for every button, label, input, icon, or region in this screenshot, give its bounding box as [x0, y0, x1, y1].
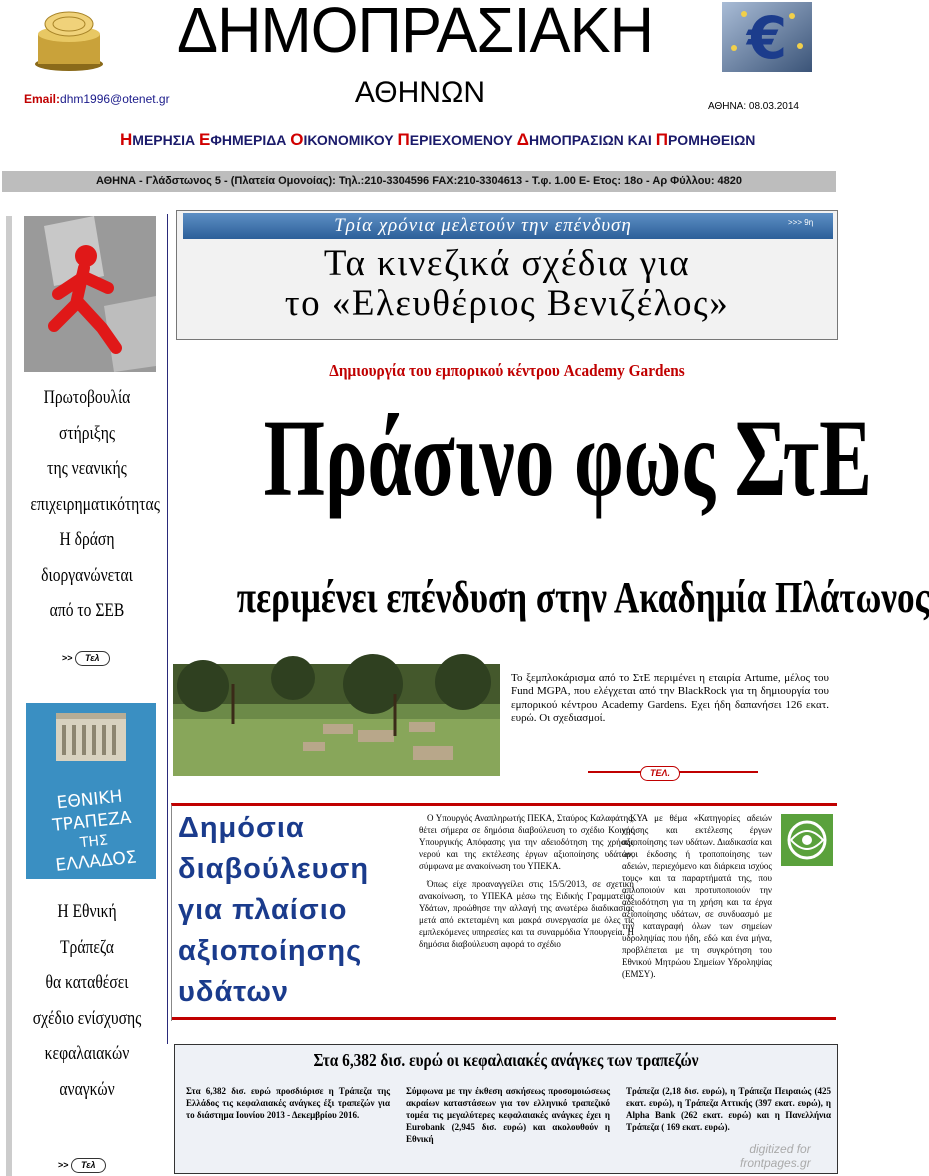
sidebar-more-link-1[interactable] — [62, 651, 110, 666]
sidebar-story-line: από το ΣΕΒ — [49, 600, 125, 621]
tagline-capital: Π — [655, 130, 668, 149]
main-subheadline: περιμένει επένδυση στην Ακαδημία Πλάτωνος — [236, 573, 929, 622]
left-margin-rule — [6, 216, 12, 1176]
water-headline-line: διαβούλευση — [178, 853, 370, 885]
bank-capital-headline[interactable]: Στα 6,382 δισ. ευρώ οι κεφαλαιακές ανάγκες των τραπεζών — [313, 1050, 699, 1070]
banner-page-ref[interactable]: >>> 9η — [788, 218, 814, 227]
sidebar-story-line: στήριξης — [58, 422, 116, 444]
sidebar-story-line: θα καταθέσει — [45, 972, 129, 993]
water-story-bottom-rule — [172, 1017, 836, 1020]
more-arrows: >> — [62, 653, 73, 663]
sidebar-story-line: αναγκών — [59, 1078, 115, 1100]
tagline-capital: Ο — [290, 130, 304, 149]
info-bar: ΑΘΗΝΑ - Γλάδστωνος 5 - (Πλατεία Ομονοίας): Τηλ.:210-3304596 FAX:210-3304613 - Τ.φ. 1.00 Ε- Ετος: 18ο - Αρ Φύλλου: 4820 — [2, 171, 836, 192]
banner-headline-line-2: το «Ελευθέριος Βενιζέλος» — [284, 283, 730, 324]
water-paragraph-2: Όπως είχε προαναγγείλει στις 15/5/2013, σε σχετική ανακοίνωση, το ΥΠΕΚΑ μέσω της Ειδικής Γραμματείας Υδάτων, προώθησε την αλλαγή της ανωτέρω διαδικασίας μετά από εκτεταμένη και μακρά συνεργασία με όλες τις εμπλεκόμενες υπηρεσίες και τα συναρμόδια Υπουργεία. Η δημόσια διαβούλευση αφορά το σχέδιο — [419, 879, 634, 949]
sidebar-story-line: επιχειρηματικότητας — [30, 493, 160, 515]
water-column-1 — [419, 812, 634, 956]
sidebar-story-line: Πρωτοβουλία — [43, 387, 131, 408]
sidebar-more-link-2[interactable] — [58, 1158, 106, 1173]
bank-column-2: Σύμφωνα με την έκθεση ασκήσεως προσομοιώσεως ακραίων καταστάσεων για τον ελληνικό τραπεζικό τομέα τις μεγαλύτερες κεφαλαιακές ανάγκες έχει η Eurobank (2,945 δισ. ευρώ) και ακολουθούν η Εθνική — [406, 1086, 610, 1144]
tagline — [120, 130, 756, 150]
sidebar-story-line: σχέδιο ενίσχυσης — [32, 1007, 142, 1029]
tagline-word: ΜΕΡΗΣΙΑ — [132, 132, 200, 148]
national-bank-photo — [26, 703, 156, 879]
banner-headline-line-1: Τα κινεζικά σχέδια για — [323, 243, 691, 284]
tagline-word: ΗΜΟΠΡΑΣΙΩΝ ΚΑΙ — [528, 132, 656, 148]
water-headline-line: υδάτων — [178, 976, 290, 1008]
main-headline[interactable]: Πράσινο φως ΣτΕ — [263, 397, 872, 519]
main-kicker: Δημιουργία του εμπορικού κέντρου Academy Gardens — [329, 361, 685, 380]
runner-illustration — [24, 216, 156, 372]
email-line — [24, 92, 170, 106]
main-more-link[interactable] — [640, 763, 680, 781]
column-divider — [167, 214, 168, 1044]
gold-coins-image — [26, 4, 112, 74]
more-arrows: >> — [58, 1160, 69, 1170]
sidebar-story-national-bank[interactable] — [30, 894, 143, 1107]
water-paragraph-1: Ο Υπουργός Αναπληρωτής ΠΕΚΑ, Σταύρος Καλαφάτης, θέτει σήμερα σε δημόσια διαβούλευση το σχέδιο Κοινής Υπουργικής Απόφασης για την αδειοδότηση της χρήσης νερού και της εκτέλεσης έργων αξιοποίησης υδάτων, σύμφωνα με ανακοίνωση του ΥΠΕΚΑ. — [419, 813, 634, 871]
water-headline-line: αξιοποίησης — [178, 935, 363, 967]
sidebar-story-line: διοργανώνεται — [41, 564, 133, 586]
tel-badge[interactable]: Τελ — [75, 651, 109, 666]
main-lead-text: Το ξεμπλοκάρισμα από το ΣτΕ περιμένει η εταιρία Artume, μέλος του Fund MGPA, που ελέγχεται από την BlackRock για τη δημιουργία του εμπορικού κέντρου Academy Gardens. Εχει ήδη δαπανήσει 126 εκατ. ευρώ. Οι σχεδιασμοί. — [511, 672, 829, 724]
newspaper-title: ΔΗΜΟΠΡΑΣΙΑΚΗ — [176, 0, 654, 66]
sidebar-story-line: Η δράση — [59, 529, 115, 550]
water-paragraph-3: ΚΥΑ με θέμα «Κατηγορίες αδειών χρήσης και εκτέλεσης έργων αξιοποίησης των υδάτων. Διαδικασία και όροι έκδοσης ή τροποποίησης των αδειών, περιεχόμενο και διάρκεια ισχύος τους» και τα παραρτήματά της, που απλοποιούν και προτυποποιούν την αδειοδότηση για τη χρήση και τα έργα αξιοποίησης υδάτων, σε συνδυασμό με την καταγραφή όλων των σημείων υδροληψίας που ήδη, εδώ και ένα μήνα, προβλέπεται με τη συγκρότηση του Εθνικού Μητρώου Σημείων Υδροληψίας (ΕΜΣΥ). — [622, 813, 772, 979]
tagline-word: ΦΗΜΕΡΙΔΑ — [210, 132, 291, 148]
tel-badge[interactable]: Τελ — [71, 1158, 105, 1173]
email-label: Email: — [24, 92, 61, 106]
tagline-word: ΡΟΜΗΘΕΙΩΝ — [667, 132, 756, 148]
watermark-line-2: frontpages.gr — [740, 1156, 811, 1170]
banner-headline[interactable] — [176, 244, 838, 324]
bank-sign-line-3: ΤΗΣ — [79, 832, 109, 852]
tagline-capital: Π — [397, 130, 410, 149]
sidebar-story-line: κεφαλαιακών — [44, 1043, 130, 1064]
euro-sign-image — [722, 2, 812, 72]
water-headline[interactable] — [178, 808, 413, 1013]
sidebar-story-line: Η Εθνική — [57, 901, 117, 922]
tagline-capital: Ε — [199, 130, 211, 149]
tagline-capital: Η — [120, 130, 133, 149]
sidebar-story-line: Τράπεζα — [60, 936, 114, 958]
tagline-word: ΕΡΙΕΧΟΜΕΝΟΥ — [409, 132, 517, 148]
sidebar-story-line: της νεανικής — [47, 458, 127, 479]
watermark-line-1: digitized for — [749, 1142, 811, 1156]
tagline-word: ΙΚΟΝΟΜΙΚΟΥ — [303, 132, 398, 148]
tel-badge[interactable]: ΤΕΛ. — [640, 766, 680, 781]
svg-text:€: € — [746, 4, 788, 72]
sidebar-story-seb[interactable] — [30, 380, 160, 629]
bank-sign-line-4: ΕΛΛΑΔΟΣ — [54, 847, 138, 876]
academy-park-photo — [173, 664, 500, 776]
water-headline-line: Δημόσια — [178, 812, 305, 844]
email-address[interactable]: dhm1996@otenet.gr — [60, 92, 170, 106]
bank-sign-line-2: ΤΡΑΠΕΖΑ — [51, 807, 133, 836]
bank-column-1: Στα 6,382 δισ. ευρώ προσδιόρισε η Τράπεζα της Ελλάδος τις κεφαλαιακές ανάγκες έξι τραπεζών για το διάστημα Ιουνίου 2013 - Δεκεμβρίου 2016. — [186, 1086, 390, 1120]
bank-column-3: Τράπεζα (2,18 δισ. ευρώ), η Τράπεζα Πειραιώς (425 εκατ. ευρώ), η Τράπεζα Αττικής (397 εκατ. ευρώ), η Alpha Bank (262 εκατ. ευρώ) και η Πανελλήνια Τράπεζα ( 169 εκατ. ευρώ). — [626, 1086, 831, 1132]
site-watermark — [740, 1142, 811, 1170]
ministry-water-logo — [781, 814, 833, 866]
banner-kicker: Τρία χρόνια μελετούν την επένδυση — [334, 215, 632, 236]
issue-date: ΑΘΗΝΑ: 08.03.2014 — [708, 101, 799, 112]
tagline-capital: Δ — [516, 130, 529, 149]
newspaper-subtitle: ΑΘΗΝΩΝ — [354, 76, 486, 109]
bank-sign-line-1: ΕΘΝΙΚΗ — [55, 786, 124, 814]
water-headline-line: για πλαίσιο — [178, 894, 348, 926]
